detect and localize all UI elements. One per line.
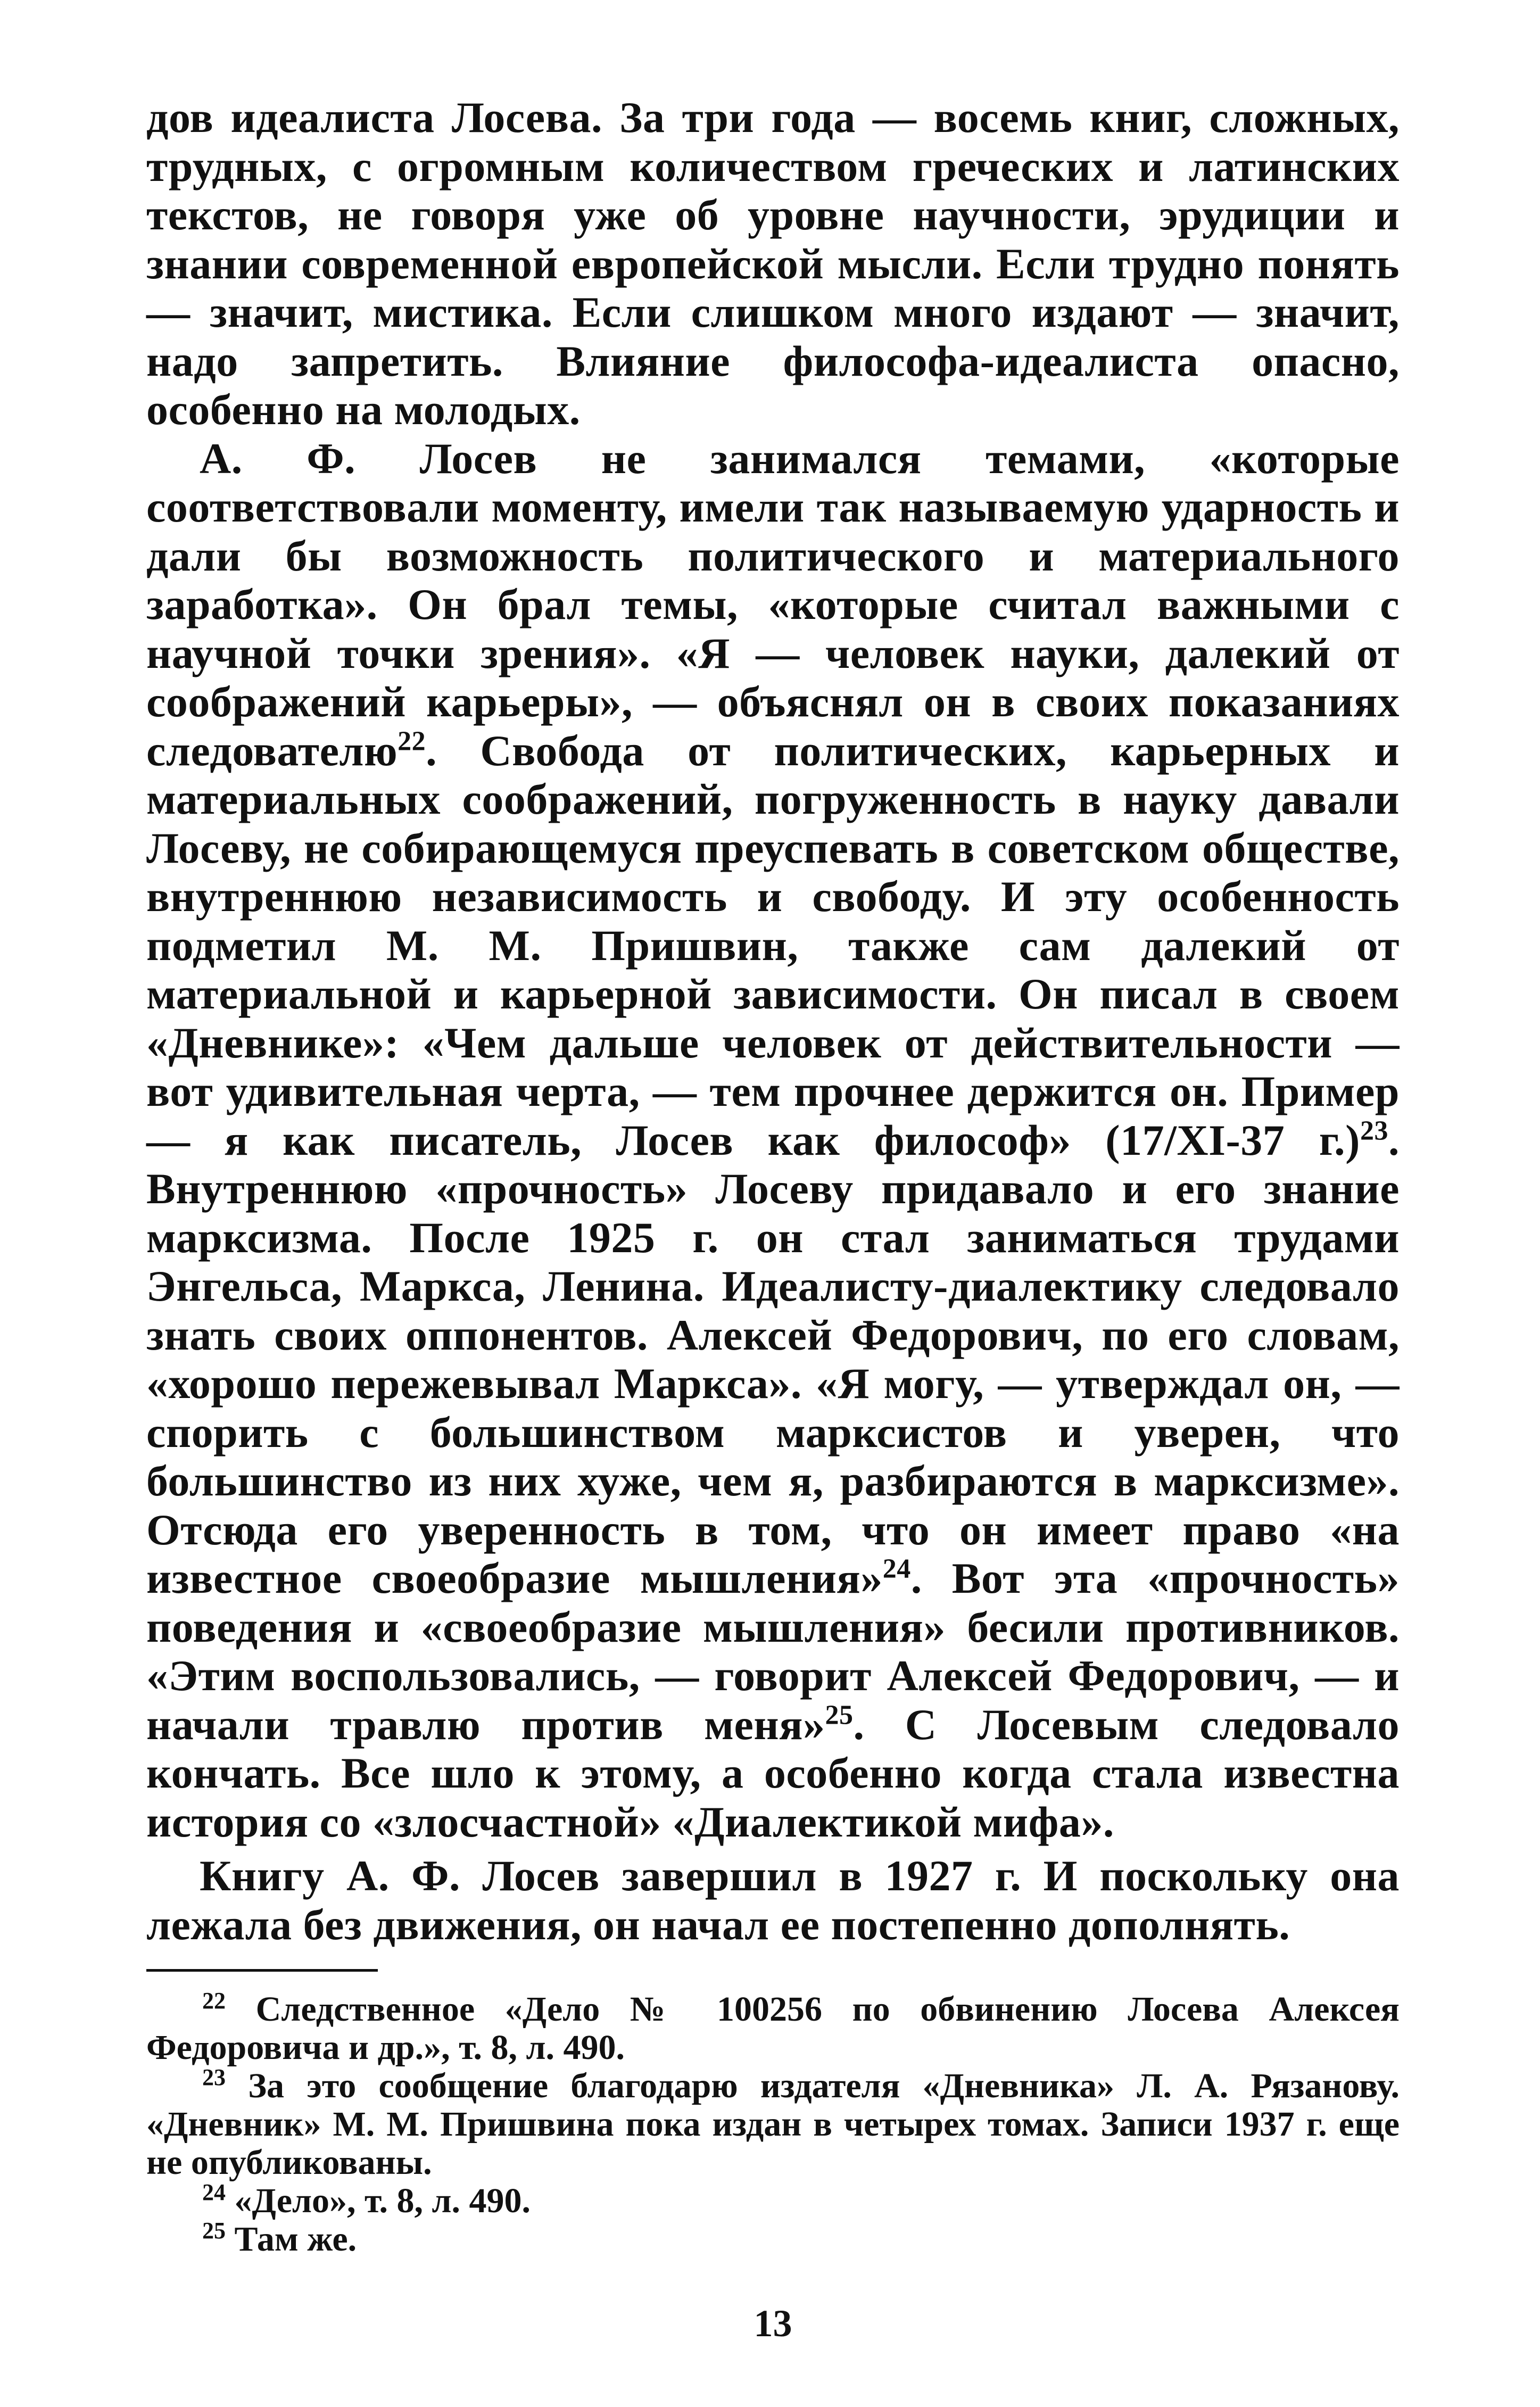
footnote-ref-22: 22 xyxy=(398,726,426,757)
footnote-number: 24 xyxy=(202,2179,226,2205)
footnote-ref-23: 23 xyxy=(1360,1115,1388,1146)
footnote-number: 25 xyxy=(202,2218,226,2244)
footnote-number: 23 xyxy=(202,2064,226,2090)
footnote-ref-24: 24 xyxy=(882,1553,911,1584)
main-text xyxy=(146,93,1400,1949)
book-page xyxy=(146,93,1400,2355)
footnote-23 xyxy=(146,2064,1400,2182)
paragraph-2-text: А. Ф. Лосев не занимался темами, «которые соответствовали моменту, имели так называемую ударность и дали бы возможность политического и материального заработка». Он брал темы, «которые считал важными с научной точки зрения». «Я — человек науки, далекий от соображений карьеры», — объяснял он в своих показаниях следователю xyxy=(146,434,1400,775)
footnote-divider xyxy=(146,1969,378,1972)
footnote-ref-25: 25 xyxy=(825,1700,854,1731)
footnotes xyxy=(146,1990,1400,2259)
footnote-text: Там же. xyxy=(234,2220,357,2259)
footnote-number: 22 xyxy=(202,1988,226,2014)
paragraph-2-text: . Внутреннюю «прочность» Лосеву придавало и его знание марксизма. После 1925 г. он стал заниматься трудами Энгельса, Маркса, Ленина. Идеалисту-диалектику следовало знать своих оппонентов. Алексей Федорович, по его словам, «хорошо пережевывал Маркса». «Я могу, — утверждал он, — спорить с большинством марксистов и уверен, что большинство из них хуже, чем я, разбираются в марксизме». Отсюда его уверенность в том, что он имеет право «на известное своеобразие мышления» xyxy=(146,1115,1400,1602)
footnote-text: Следственное «Дело № 100256 по обвинению Лосева Алексея Федоровича и др.», т. 8, л. 490. xyxy=(146,1990,1400,2067)
paragraph-2-text: . Свобода от политических, карьерных и материальных соображений, погруженность в науку давали Лосеву, не собирающемуся преуспевать в советском обществе, внутреннюю независимость и свободу. И эту особенность подметил М. М. Пришвин, также сам далекий от материальной и карьерной зависимости. Он писал в своем «Дневнике»: «Чем дальше человек от действительности — вот удивительная черта, — тем прочнее держится он. Пример — я как писатель, Лосев как философ» (17/XI-37 г.) xyxy=(146,726,1400,1164)
page-number: 13 xyxy=(754,2302,792,2345)
paragraph-3: Книгу А. Ф. Лосев завершил в 1927 г. И поскольку она лежала без движения, он начал ее постепенно дополнять. xyxy=(146,1851,1400,1949)
footnote-25 xyxy=(146,2220,1400,2259)
paragraph-2 xyxy=(146,434,1400,1847)
footnote-text: За это сообщение благодарю издателя «Дневника» Л. А. Рязанову. «Дневник» М. М. Пришвина пока издан в четырех томах. Записи 1937 г. еще не опубликованы. xyxy=(146,2066,1400,2182)
footnote-text: «Дело», т. 8, л. 490. xyxy=(234,2181,531,2220)
footnote-22 xyxy=(146,1990,1400,2067)
paragraph-2-text: . Вот эта «прочность» поведения и «своеобразие мышления» бесили противников. «Этим воспользовались, — говорит Алексей Федорович, — и начали травлю против меня» xyxy=(146,1554,1400,1749)
paragraph-2-text: . С Лосевым следовало кончать. Все шло к этому, а особенно когда стала известна история со «злосчастной» «Диалектикой мифа». xyxy=(146,1700,1400,1846)
footnote-24 xyxy=(146,2179,1400,2220)
paragraph-1: дов идеалиста Лосева. За три года — восемь книг, сложных, трудных, с огромным количеством греческих и латинских текстов, не говоря уже об уровне научности, эрудиции и знании современной европейской мысли. Если трудно понять — значит, мистика. Если слишком много издают — значит, надо запретить. Влияние философа-идеалиста опасно, особенно на молодых. xyxy=(146,93,1400,434)
